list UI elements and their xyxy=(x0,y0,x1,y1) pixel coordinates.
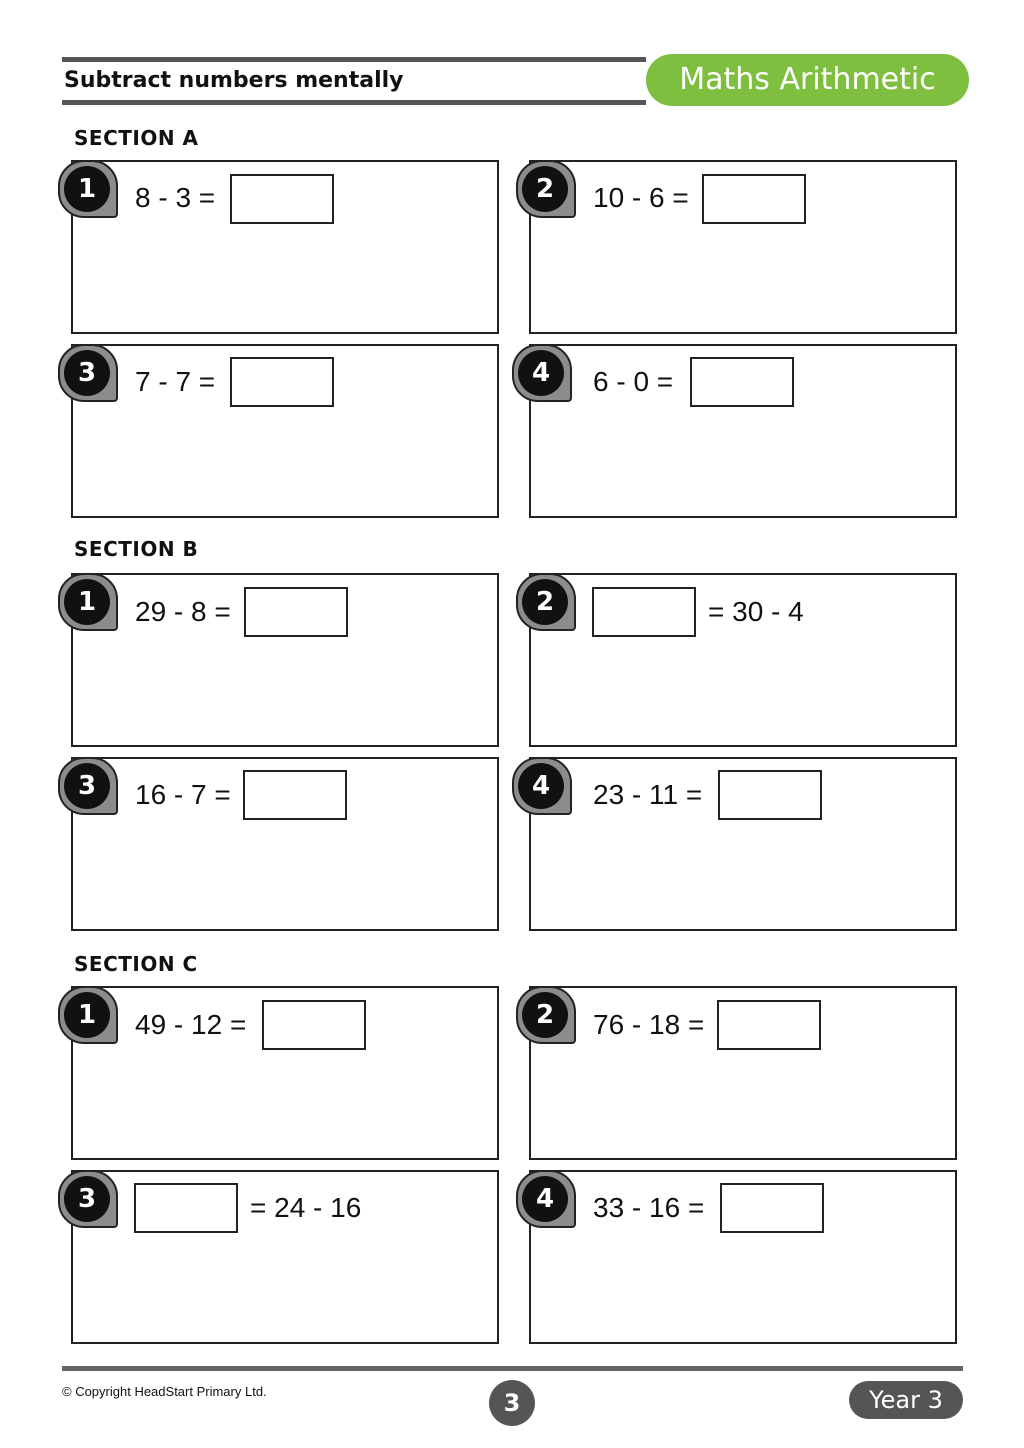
section-a-label: SECTION A xyxy=(74,126,199,150)
question-number: 2 xyxy=(522,579,568,625)
question-number-tab xyxy=(516,573,576,631)
question-number: 4 xyxy=(518,763,564,809)
question-number: 1 xyxy=(64,579,110,625)
question-number-tab xyxy=(516,986,576,1044)
section-c-label: SECTION C xyxy=(74,952,198,976)
equation-text: 23 - 11 = xyxy=(593,779,703,810)
equation-text: 16 - 7 = xyxy=(135,779,231,810)
question-number-tab xyxy=(58,757,118,815)
question-number-tab xyxy=(516,160,576,218)
question-number: 3 xyxy=(64,1176,110,1222)
equation-text: 76 - 18 = xyxy=(593,1009,705,1040)
question-number-tab xyxy=(58,1170,118,1228)
copyright-text: © Copyright HeadStart Primary Ltd. xyxy=(62,1384,267,1399)
equation-text: 8 - 3 = xyxy=(135,182,216,213)
answer-box[interactable] xyxy=(592,587,696,637)
answer-box[interactable] xyxy=(702,174,806,224)
answer-box[interactable] xyxy=(690,357,794,407)
question-number-tab xyxy=(58,160,118,218)
question-number-tab xyxy=(512,344,572,402)
question-number-tab xyxy=(512,757,572,815)
question-number: 3 xyxy=(64,763,110,809)
equation-text: 49 - 12 = xyxy=(135,1009,247,1040)
question-number: 3 xyxy=(64,350,110,396)
answer-box[interactable] xyxy=(134,1183,238,1233)
equation-text: = 24 - 16 xyxy=(250,1192,362,1223)
answer-box[interactable] xyxy=(230,174,334,224)
page-number: 3 xyxy=(489,1380,535,1426)
question-number-tab xyxy=(516,1170,576,1228)
question-number: 2 xyxy=(522,992,568,1038)
footer-divider xyxy=(62,1366,963,1371)
question-number-tab xyxy=(58,986,118,1044)
answer-box[interactable] xyxy=(262,1000,366,1050)
question-number: 1 xyxy=(64,166,110,212)
question-number: 2 xyxy=(522,166,568,212)
equation-text: 33 - 16 = xyxy=(593,1192,705,1223)
equation-text: 7 - 7 = xyxy=(135,366,216,397)
year-badge: Year 3 xyxy=(849,1381,963,1419)
answer-box[interactable] xyxy=(720,1183,824,1233)
answer-box[interactable] xyxy=(230,357,334,407)
question-number: 4 xyxy=(522,1176,568,1222)
equation-text: 6 - 0 = xyxy=(593,366,674,397)
equation-text: 10 - 6 = xyxy=(593,182,689,213)
answer-box[interactable] xyxy=(718,770,822,820)
answer-box[interactable] xyxy=(244,587,348,637)
equation-text: 29 - 8 = xyxy=(135,596,231,627)
equation-text: = 30 - 4 xyxy=(708,596,804,627)
answer-box[interactable] xyxy=(243,770,347,820)
question-number-tab xyxy=(58,573,118,631)
question-number-tab xyxy=(58,344,118,402)
worksheet-title: Subtract numbers mentally xyxy=(62,57,646,105)
question-number: 1 xyxy=(64,992,110,1038)
section-b-label: SECTION B xyxy=(74,537,199,561)
answer-box[interactable] xyxy=(717,1000,821,1050)
question-number: 4 xyxy=(518,350,564,396)
subject-badge: Maths Arithmetic xyxy=(646,54,969,106)
